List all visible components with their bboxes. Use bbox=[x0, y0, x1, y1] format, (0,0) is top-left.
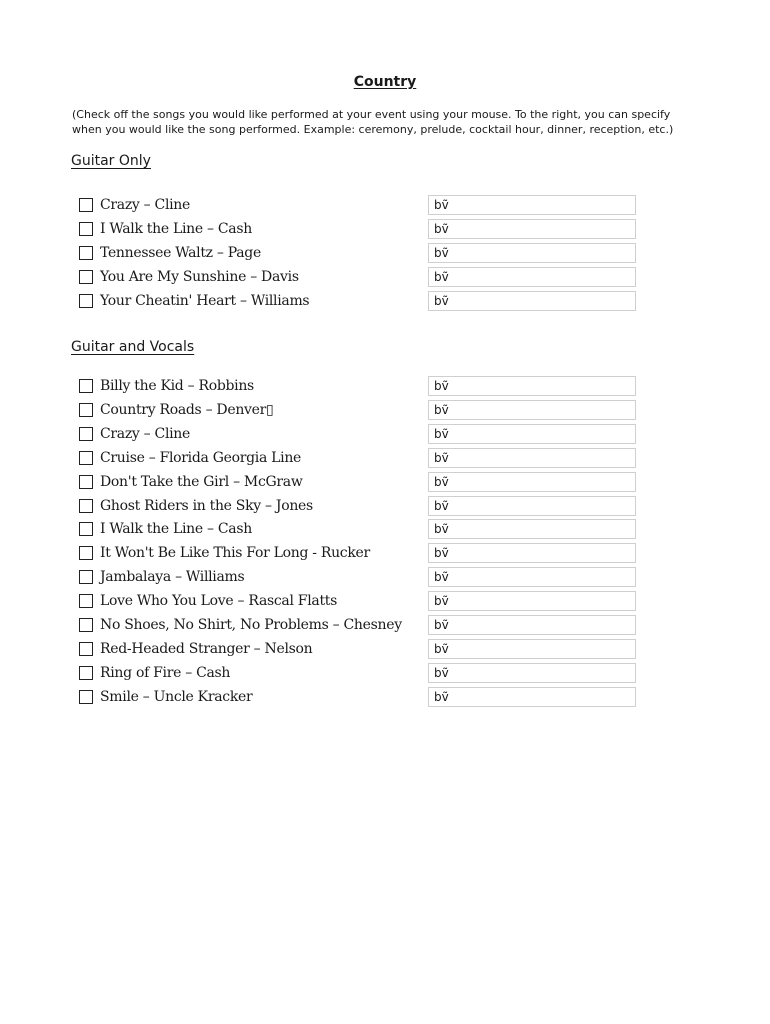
song-row bbox=[79, 400, 639, 422]
section-heading: Guitar and Vocals bbox=[71, 339, 195, 355]
song-checkbox[interactable] bbox=[79, 294, 93, 308]
song-label: Ring of Fire – Cash bbox=[100, 664, 231, 681]
song-row bbox=[79, 376, 639, 398]
song-row bbox=[79, 291, 639, 313]
song-checkbox[interactable] bbox=[79, 522, 93, 536]
song-checkbox[interactable] bbox=[79, 427, 93, 441]
instructions-line-1: (Check off the songs you would like performed at your event using your mouse. To the right, you can specify bbox=[72, 108, 671, 121]
song-row bbox=[79, 496, 639, 518]
song-label: Cruise – Florida Georgia Line bbox=[100, 449, 302, 466]
performance-time-field[interactable]: bṽ bbox=[428, 376, 636, 396]
song-row bbox=[79, 448, 639, 470]
song-row bbox=[79, 243, 639, 265]
performance-time-field[interactable]: bṽ bbox=[428, 543, 636, 563]
song-label: I Walk the Line – Cash bbox=[100, 220, 252, 237]
song-checkbox[interactable] bbox=[79, 379, 93, 393]
performance-time-field[interactable]: bṽ bbox=[428, 291, 636, 311]
instructions-line-2: when you would like the song performed. Example: ceremony, prelude, cocktail hour, dinner, reception, etc.) bbox=[72, 123, 674, 136]
performance-time-field[interactable]: bṽ bbox=[428, 519, 636, 539]
song-row bbox=[79, 639, 639, 661]
song-label: Don't Take the Girl – McGraw bbox=[100, 473, 303, 490]
performance-time-field[interactable]: bṽ bbox=[428, 639, 636, 659]
song-row bbox=[79, 424, 639, 446]
performance-time-field[interactable]: bṽ bbox=[428, 267, 636, 287]
song-row bbox=[79, 472, 639, 494]
song-label: Smile – Uncle Kracker bbox=[100, 688, 253, 705]
song-checkbox[interactable] bbox=[79, 499, 93, 513]
song-row bbox=[79, 267, 639, 289]
song-label: Ghost Riders in the Sky – Jones bbox=[100, 497, 313, 514]
song-label: Love Who You Love – Rascal Flatts bbox=[100, 593, 337, 610]
performance-time-field[interactable]: bṽ bbox=[428, 243, 636, 263]
song-label: Billy the Kid – Robbins bbox=[100, 378, 254, 394]
song-checkbox[interactable] bbox=[79, 618, 93, 632]
song-checkbox[interactable] bbox=[79, 546, 93, 560]
performance-time-field[interactable]: bṽ bbox=[428, 400, 636, 420]
performance-time-field[interactable]: bṽ bbox=[428, 567, 636, 587]
song-checkbox[interactable] bbox=[79, 594, 93, 608]
song-checkbox[interactable] bbox=[79, 198, 93, 212]
song-label: It Won't Be Like This For Long - Rucker bbox=[100, 545, 370, 562]
song-checkbox[interactable] bbox=[79, 475, 93, 489]
song-label: Your Cheatin' Heart – Williams bbox=[100, 292, 310, 309]
song-row bbox=[79, 615, 639, 637]
performance-time-field[interactable]: bṽ bbox=[428, 687, 636, 707]
page-title: Country bbox=[353, 74, 417, 90]
song-row bbox=[79, 567, 639, 589]
performance-time-field[interactable]: bṽ bbox=[428, 195, 636, 215]
performance-time-field[interactable]: bṽ bbox=[428, 615, 636, 635]
song-label: Tennessee Waltz – Page bbox=[100, 244, 261, 261]
performance-time-field[interactable]: bṽ bbox=[428, 424, 636, 444]
performance-time-field[interactable]: bṽ bbox=[428, 591, 636, 611]
performance-time-field[interactable]: bṽ bbox=[428, 472, 636, 492]
song-row bbox=[79, 543, 639, 565]
song-label: Crazy – Cline bbox=[100, 425, 191, 442]
song-checkbox[interactable] bbox=[79, 270, 93, 284]
song-label: Country Roads – Denver▯ bbox=[100, 401, 274, 418]
section-heading: Guitar Only bbox=[71, 153, 151, 169]
song-row bbox=[79, 663, 639, 685]
song-checkbox[interactable] bbox=[79, 690, 93, 704]
song-row bbox=[79, 687, 639, 709]
performance-time-field[interactable]: bṽ bbox=[428, 663, 636, 683]
song-label: I Walk the Line – Cash bbox=[100, 521, 252, 538]
song-checkbox[interactable] bbox=[79, 403, 93, 417]
performance-time-field[interactable]: bṽ bbox=[428, 448, 636, 468]
song-label: Jambalaya – Williams bbox=[100, 569, 245, 586]
song-row bbox=[79, 195, 639, 217]
song-checkbox[interactable] bbox=[79, 451, 93, 465]
song-row bbox=[79, 219, 639, 241]
song-row bbox=[79, 519, 639, 541]
instructions-text bbox=[72, 107, 712, 137]
song-checkbox[interactable] bbox=[79, 570, 93, 584]
song-row bbox=[79, 591, 639, 613]
song-checkbox[interactable] bbox=[79, 222, 93, 236]
song-checkbox[interactable] bbox=[79, 666, 93, 680]
performance-time-field[interactable]: bṽ bbox=[428, 219, 636, 239]
song-label: No Shoes, No Shirt, No Problems – Chesney bbox=[100, 617, 402, 633]
song-checkbox[interactable] bbox=[79, 246, 93, 260]
song-label: You Are My Sunshine – Davis bbox=[100, 268, 299, 285]
performance-time-field[interactable]: bṽ bbox=[428, 496, 636, 516]
song-checkbox[interactable] bbox=[79, 642, 93, 656]
song-label: Red-Headed Stranger – Nelson bbox=[100, 640, 313, 657]
song-label: Crazy – Cline bbox=[100, 197, 191, 213]
